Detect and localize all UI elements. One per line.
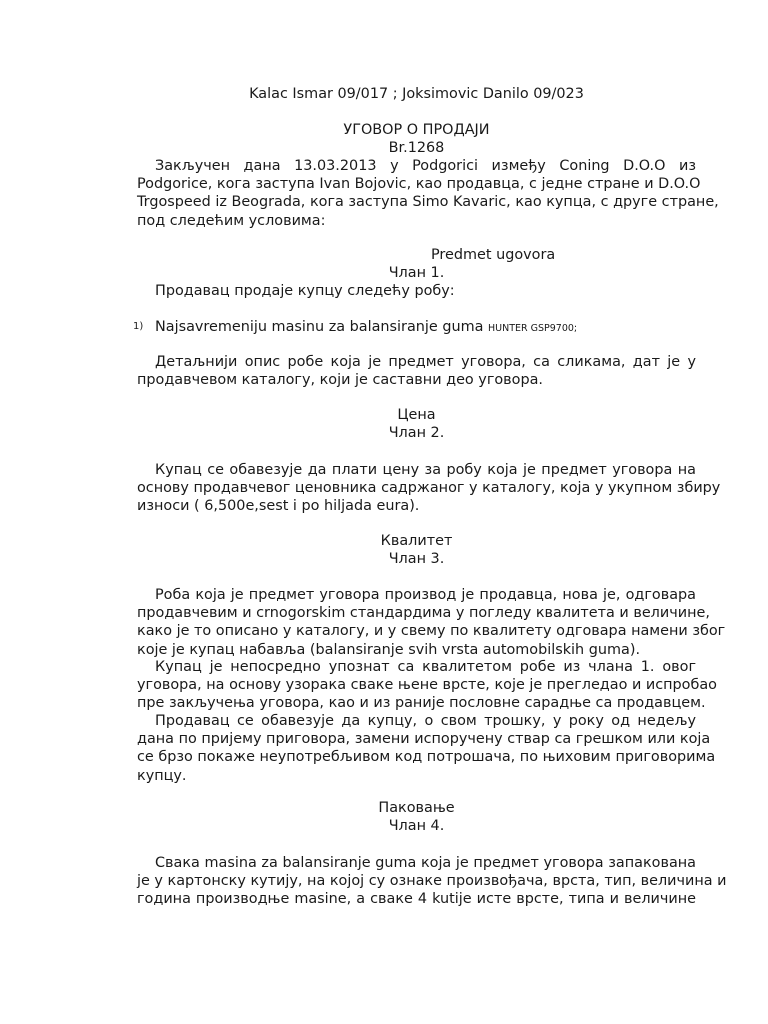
section3-p3-line-2: дана по пријему приговора, замени испоручену ствар са грешком или која [137,731,711,748]
intro-line-4: под следећим условима: [137,212,326,229]
section3-p3-line-1: Продавац се обавезује да купцу, о свом трошку, у року од недељу [155,713,696,729]
section3-p1-line-2: продавчевим и crnogorskim стандардима у погледу квалитета и величине, [137,605,710,622]
section4-paragraph [137,854,727,909]
section-subject [137,246,696,301]
section1-heading: Predmet ugovora [431,247,556,263]
contract-title: УГОВОР О ПРОДАЈИ [343,122,490,138]
intro-paragraph [137,157,719,230]
section1-lead: Продавац продаје купцу следећу робу: [155,283,455,300]
section3-heading: Квалитет [380,533,453,549]
section2-para-line-3: износи ( 6,500e,sest i po hiljada eura). [137,498,420,515]
section4-para-line-2: је у картонску кутију, на којој су ознаке произвођача, врста, тип, величина и [137,873,727,890]
section3-p1-line-1: Роба која је предмет уговора производ је продавца, нова је, одговара [155,587,696,603]
contract-header [137,121,696,157]
intro-line-2: Podgorice, кога заступа Ivan Bojovic, као продавца, с једне стране и D.O.O [137,176,701,193]
intro-line-3: Trgospeed iz Beograda, кога заступа Simo Kavaric, као купца, с друге стране, [137,194,719,211]
list-number: 1) [133,321,144,332]
list-item-text [137,318,577,338]
machine-description: Najsavremeniju masinu za balansiranje guma [155,319,484,335]
section2-article: Члан 2. [388,425,445,442]
section3-p1-line-4: које је купац набавља (balansiranje svih vrsta automobilskih guma). [137,641,641,658]
machine-model: HUNTER GSP9700; [487,323,578,334]
intro-line-1: Закључен дана 13.03.2013 у Podgorici између Coning D.O.O из [155,158,696,174]
section1-article: Члан 1. [388,265,445,282]
section2-para-line-1: Купац се обавезује да плати цену за робу која је предмет уговора на [155,462,696,478]
section3-p2-line-3: пре закључења уговора, као и из раније пословне сарадње са продавцем. [137,695,706,712]
section2-heading: Цена [397,407,436,423]
section3-article: Члан 3. [388,551,445,568]
section-packaging [137,799,696,835]
section2-paragraph [137,461,721,516]
section3-paragraph-1 [137,586,726,659]
section2-para-line-2: основу продавчевог ценовника садржаног у каталогу, која у укупном збиру [137,480,721,497]
section4-para-line-3: година производње masine, а сваке 4 kutije исте врсте, типа и величине [137,891,696,908]
section1-list [133,318,696,338]
section4-para-line-1: Свака masina za balansiranje guma која је предмет уговора запакована [155,855,696,871]
section3-p1-line-3: како је то описано у каталогу, и у свему по квалитету одговара намени због [137,623,726,640]
section3-paragraph-2 [137,658,717,713]
contract-number: Br.1268 [388,140,445,157]
section3-p3-line-4: купцу. [137,767,187,784]
authors-line: Kalac Ismar 09/017 ; Joksimovic Danilo 09/023 [249,86,584,102]
section1-para-line-1: Детаљнији опис робе која је предмет уговора, са сликама, дат је у [155,354,696,370]
section-quality [137,532,696,568]
section-price [137,406,696,442]
list-item [133,318,696,338]
section3-p3-line-3: се брзо покаже неупотребљивом код потрошача, по њиховим приговорима [137,749,716,766]
section1-paragraph [137,353,696,389]
section3-p2-line-1: Купац је непосредно упознат са квалитетом робе из члана 1. овог [155,659,696,675]
section3-paragraph-3 [137,712,716,785]
section4-heading: Паковање [378,800,455,816]
section3-p2-line-2: уговора, на основу узорака сваке њене врсте, које је прегледао и испробао [137,677,717,694]
section1-para-line-2: продавчевом каталогу, који је саставни део уговора. [137,372,543,389]
section4-article: Члан 4. [388,818,445,835]
